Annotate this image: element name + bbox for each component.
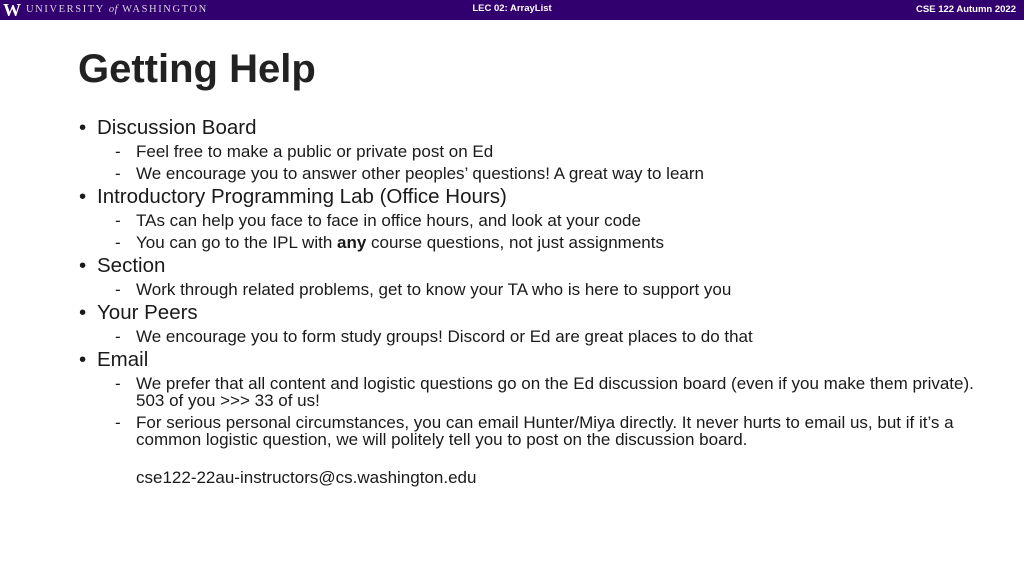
slide-content <box>77 113 977 488</box>
bullet-ipl: • Introductory Programming Lab (Office Hours) <box>77 184 977 210</box>
sub-bullet: - We encourage you to answer other peoples’ questions! A great way to learn <box>77 165 977 182</box>
sub-bullet: - Feel free to make a public or private post on Ed <box>77 143 977 160</box>
sub-bullet: - We encourage you to form study groups! Discord or Ed are great places to do that <box>77 328 977 345</box>
instructors-email[interactable]: cse122-22au-instructors@cs.washington.edu <box>136 468 477 487</box>
sub-bullet: - For serious personal circumstances, you can email Hunter/Miya directly. It never hurts to email us, but if it’s a common logistic question, we will politely tell you to post on the discussion board. <box>77 414 977 448</box>
bullet-section: • Section <box>77 253 977 279</box>
header-bar <box>0 0 1024 20</box>
bullet-discussion-board: • Discussion Board <box>77 115 977 141</box>
bullet-email: • Email <box>77 347 977 373</box>
bullet-your-peers: • Your Peers <box>77 300 977 326</box>
sub-bullet-ipl-any: - You can go to the IPL with any course questions, not just assignments <box>77 234 977 251</box>
sub-bullet: - We prefer that all content and logistic questions go on the Ed discussion board (even if you make them private). 503 of you >>> 33 of us! <box>77 375 977 409</box>
sub-bullet: - TAs can help you face to face in office hours, and look at your code <box>77 212 977 229</box>
sub-bullet: - Work through related problems, get to know your TA who is here to support you <box>77 281 977 298</box>
uw-w-logo-icon: W <box>3 0 20 20</box>
university-wordmark: UNIVERSITY of WASHINGTON <box>26 4 208 15</box>
course-name: CSE 122 Autumn 2022 <box>916 4 1016 15</box>
slide-title: Getting Help <box>78 47 316 91</box>
lecture-title: LEC 02: ArrayList <box>472 3 552 14</box>
